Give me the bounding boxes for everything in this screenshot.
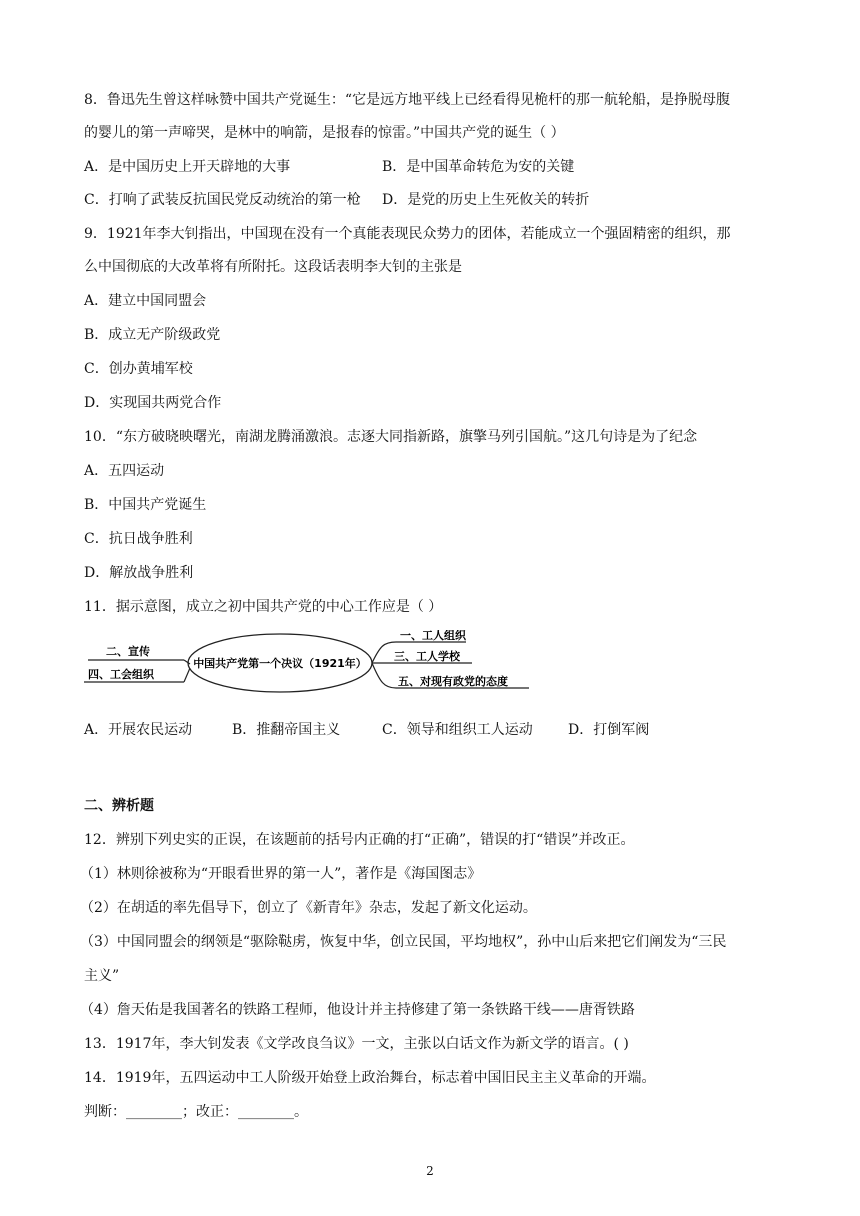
q8-option-b: B．是中国革命转危为安的关键 xyxy=(382,159,575,175)
q8-option-c: C．打响了武装反抗国民党反动统治的第一枪 xyxy=(84,192,361,208)
q9-option-a: A．建立中国同盟会 xyxy=(84,293,207,309)
q12-statement-3a: （3）中国同盟会的纲领是“驱除鞑虏，恢复中华，创立民国，平均地权”，孙中山后来把它们阐发为“三民 xyxy=(80,934,727,950)
q8-options-row1 xyxy=(84,157,784,177)
diagram-left-top: 二、宣传 xyxy=(106,645,150,658)
q10-option-d: D．解放战争胜利 xyxy=(84,565,194,581)
q14-stem: 14．1919年，五四运动中工人阶级开始登上政治舞台，标志着中国旧民主主义革命的开端。 xyxy=(84,1070,656,1086)
q12-statement-2: （2）在胡适的率先倡导下，创立了《新青年》杂志，发起了新文化运动。 xyxy=(80,900,537,916)
q12-statement-4: （4）詹天佑是我国著名的铁路工程师，他设计并主持修建了第一条铁路干线——唐胥铁路 xyxy=(80,1002,635,1018)
page-number: 2 xyxy=(426,1164,434,1178)
q8-options-row2 xyxy=(84,190,784,210)
diagram-left-bottom: 四、工会组织 xyxy=(88,668,154,681)
q11-options-row xyxy=(84,720,784,740)
q9-option-c: C．创办黄埔军校 xyxy=(84,361,193,377)
q11-option-d: D．打倒军阀 xyxy=(568,722,650,738)
q9-option-b: B．成立无产阶级政党 xyxy=(84,327,221,343)
q11-stem: 11．据示意图，成立之初中国共产党的中心工作应是（ ） xyxy=(84,599,443,615)
diagram-right-bottom: 五、对现有政党的态度 xyxy=(398,675,508,688)
q8-stem-line1: 8．鲁迅先生曾这样咏赞中国共产党诞生：“它是远方地平线上已经看得见桅杆的那一航轮船，是挣脱母腹 xyxy=(84,92,731,108)
section-heading: 二、辨析题 xyxy=(84,798,154,814)
q10-option-c: C．抗日战争胜利 xyxy=(84,531,193,547)
q11-option-c: C．领导和组织工人运动 xyxy=(382,722,533,738)
q8-stem-line2: 的婴儿的第一声啼哭，是林中的响箭，是报春的惊雷。”中国共产党的诞生（ ） xyxy=(84,125,565,141)
q10-option-b: B．中国共产党诞生 xyxy=(84,497,207,513)
q9-option-d: D．实现国共两党合作 xyxy=(84,395,222,411)
q14-answer-blanks: 判断：________；改正：________。 xyxy=(84,1104,308,1120)
q10-stem: 10．“东方破晓映曙光，南湖龙腾涌激浪。志逐大同指新路，旗擎马列引国航。”这几句诗是为了纪念 xyxy=(84,429,698,445)
q8-option-d: D．是党的历史上生死攸关的转折 xyxy=(382,192,590,208)
q10-option-a: A．五四运动 xyxy=(84,463,165,479)
q11-mind-map-diagram xyxy=(84,630,534,698)
diagram-right-mid: 三、工人学校 xyxy=(394,650,460,663)
diagram-right-top: 一、工人组织 xyxy=(400,630,466,642)
q13-stem: 13．1917年，李大钊发表《文学改良刍议》一文，主张以白话文作为新文学的语言。( ) xyxy=(84,1036,629,1052)
q12-statement-3b: 主义” xyxy=(84,968,120,984)
q9-stem-line2: 么中国彻底的大改革将有所附托。这段话表明李大钊的主张是 xyxy=(84,259,462,275)
mind-map-svg xyxy=(84,630,534,698)
q12-statement-1: （1）林则徐被称为“开眼看世界的第一人”，著作是《海国图志》 xyxy=(80,866,482,882)
q8-option-a: A．是中国历史上开天辟地的大事 xyxy=(84,159,291,175)
diagram-center: 中国共产党第一个决议（1921年） xyxy=(193,657,367,670)
q9-stem-line1: 9．1921年李大钊指出，中国现在没有一个真能表现民众势力的团体，若能成立一个强固精密的组织，那 xyxy=(84,226,731,242)
q11-option-b: B．推翻帝国主义 xyxy=(232,722,341,738)
q12-stem: 12．辨别下列史实的正误，在该题前的括号内正确的打“正确”，错误的打“错误”并改正。 xyxy=(84,832,635,848)
q11-option-a: A．开展农民运动 xyxy=(84,722,193,738)
